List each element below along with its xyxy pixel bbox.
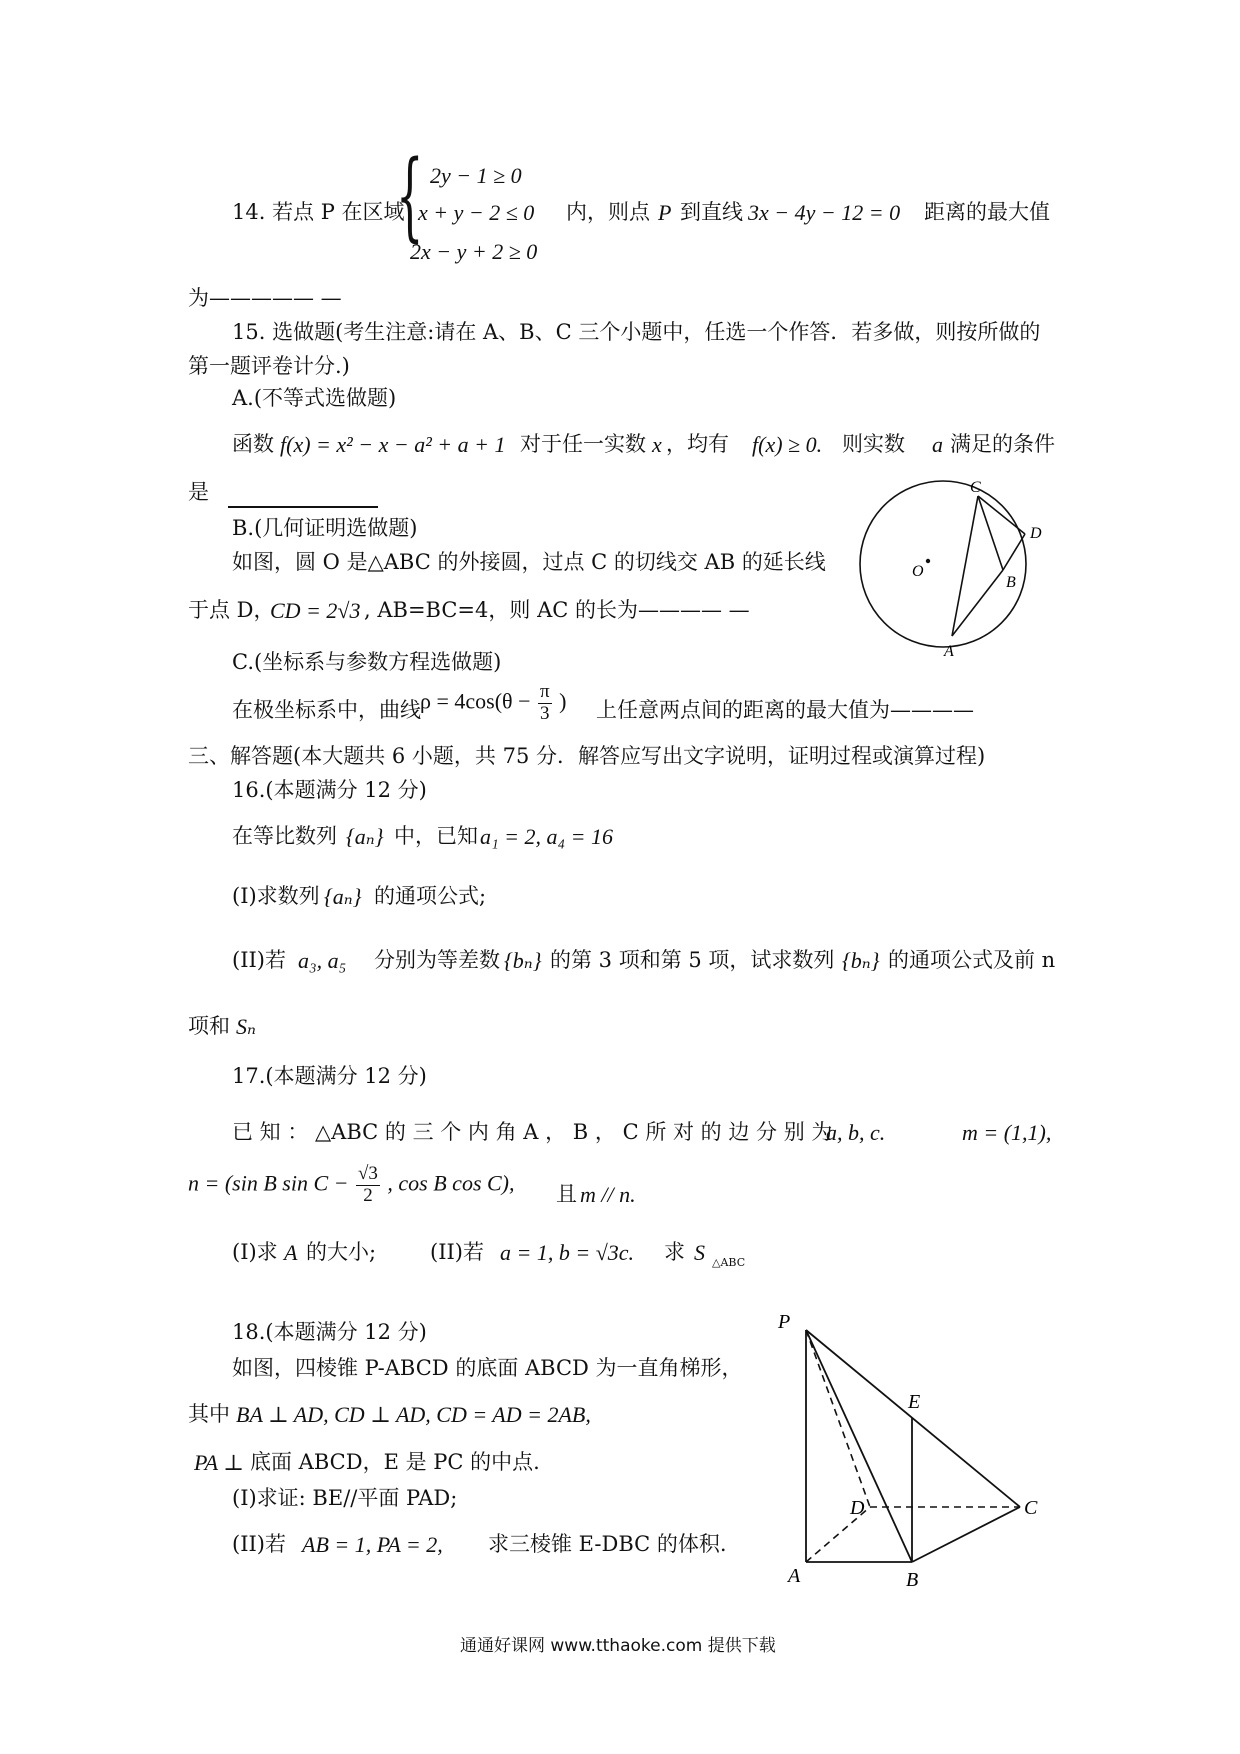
q15b-text-2a: 于点 D，: [188, 598, 275, 622]
q17-m-vector: m = (1,1),: [962, 1120, 1052, 1145]
q17-n-vector: [188, 1164, 515, 1207]
q17-frac-num: √3: [357, 1163, 378, 1184]
q18-part2-b: 求三棱锥 E-DBC 的体积.: [488, 1532, 727, 1556]
q15b-text-1: 如图，圆 O 是△ABC 的外接圆，过点 C 的切线交 AB 的延长线: [232, 550, 826, 574]
q14-brace: {: [396, 140, 424, 252]
q17-line2-and: 且: [556, 1182, 577, 1206]
q14-ineq1: 2y − 1 ≥ 0: [430, 163, 522, 188]
q15c-fraction: [538, 682, 552, 725]
q15c-text-1: 在极坐标系中，曲线: [232, 698, 421, 722]
q15a-function: f(x) = x² − x − a² + a + 1: [280, 432, 506, 457]
q15a-text-3: ，均有: [666, 432, 729, 456]
q16-part2-c: 的第 3 项和第 5 项，试求数列: [550, 948, 835, 972]
label-d: D: [850, 1497, 865, 1519]
q15-intro-2: 第一题评卷计分.): [188, 354, 350, 378]
q16-title: 16.(本题满分 12 分): [232, 778, 427, 802]
q16-part2-terms: a₃, a₅: [298, 948, 347, 973]
q15c-equation: [420, 682, 566, 725]
label-b: B: [906, 1569, 919, 1590]
q15c-text-2: 上任意两点间的距离的最大值为————: [596, 698, 974, 722]
q15-intro-1: 15. 选做题(考生注意:请在 A、B、C 三个小题中，任选一个作答．若多做，则按所做的: [232, 320, 1041, 344]
q17-area-sub: △ABC: [712, 1256, 746, 1269]
q16-part1-a: (I)求数列: [232, 884, 320, 908]
q15a-text-1: 函数: [232, 432, 274, 456]
q15a-line-2: 是: [188, 480, 209, 504]
q17-part2-eq: a = 1, b = √3c.: [500, 1240, 635, 1265]
label-e: E: [908, 1391, 921, 1413]
q18-line3-b: 底面 ABCD，E 是 PC 的中点.: [250, 1450, 540, 1474]
q16-given-values: a₁ = 2, a₄ = 16: [480, 824, 613, 849]
q15b-text-2b: , AB=BC=4，则 AC 的长为———— —: [364, 598, 750, 622]
label-c: C: [1024, 1497, 1038, 1519]
q16-given-seq: {aₙ}: [346, 824, 384, 849]
q16-given-b: 中，已知: [394, 824, 478, 848]
q15a-title: A.(不等式选做题): [232, 386, 397, 410]
q18-line2-a: 其中: [188, 1402, 230, 1426]
segment-ca: [952, 496, 978, 636]
q14-to-line: 到直线: [680, 200, 743, 224]
q16-part2-b: 分别为等差数: [374, 948, 500, 972]
q18-line2-math: BA ⊥ AD, CD ⊥ AD, CD = AD = 2AB,: [236, 1402, 591, 1427]
label-a: A: [788, 1565, 801, 1587]
q14-middle: 内，则点: [566, 200, 650, 224]
q16-part1-b: 的通项公式;: [374, 884, 487, 908]
q17-part1-a: (I)求: [232, 1240, 278, 1264]
label-d: D: [1030, 525, 1042, 542]
q16-part1-seq: {aₙ}: [324, 884, 362, 909]
label-p: P: [778, 1311, 791, 1333]
pyramid-figure: [770, 1300, 1070, 1590]
segment-bd: [1003, 534, 1025, 570]
q15c-eq-right: ): [559, 688, 567, 714]
q17-part2-b: 求: [664, 1240, 685, 1264]
center-point: [926, 559, 930, 563]
edge-pb: [806, 1330, 912, 1562]
q16-part2-line2: 项和: [188, 1014, 230, 1038]
q17-line1: 已 知 ： △ABC 的 三 个 内 角 A ， B ， C 所 对 的 边 分 别 为: [232, 1120, 833, 1144]
q14-prefix: 14. 若点 P 在区域: [232, 200, 405, 224]
q15a-answer-blank: [228, 506, 378, 508]
q14-ineq3: 2x − y + 2 ≥ 0: [410, 239, 538, 264]
q15a-a: a: [932, 432, 943, 457]
q15c-frac-num: π: [539, 681, 550, 702]
q18-title: 18.(本题满分 12 分): [232, 1320, 427, 1344]
q17-frac-den: 2: [363, 1184, 373, 1206]
q17-part1-b: 的大小;: [306, 1240, 377, 1264]
q17-title: 17.(本题满分 12 分): [232, 1064, 427, 1088]
q17-n-right: , cos B cos C),: [387, 1170, 515, 1196]
q17-fraction: [356, 1164, 380, 1207]
q17-part1-var: A: [284, 1240, 298, 1265]
label-b: B: [1006, 574, 1016, 591]
q18-part2-math: AB = 1, PA = 2,: [302, 1532, 443, 1557]
q18-part1: (I)求证: BE//平面 PAD;: [232, 1486, 458, 1510]
label-o: O: [912, 563, 924, 580]
q18-line3-math: PA ⊥: [194, 1450, 244, 1475]
label-a: A: [944, 643, 954, 660]
label-c: C: [970, 479, 981, 496]
q15c-title: C.(坐标系与参数方程选做题): [232, 650, 502, 674]
q18-part2-a: (II)若: [232, 1532, 286, 1556]
section-3-heading: 三、解答题(本大题共 6 小题，共 75 分．解答应写出文字说明，证明过程或演算过程): [188, 744, 986, 768]
q16-part2-a: (II)若: [232, 948, 286, 972]
circle-figure: [840, 476, 1070, 666]
q16-part2-seq: {bₙ}: [504, 948, 542, 973]
edge-bc: [912, 1507, 1020, 1562]
q15c-eq-left: ρ = 4cos(θ −: [420, 688, 531, 714]
segment-ab: [952, 570, 1003, 636]
q16-part2-seq2: {bₙ}: [842, 948, 880, 973]
q17-part2-a: (II)若: [430, 1240, 484, 1264]
q15a-x: x: [652, 432, 662, 457]
q18-line1: 如图，四棱锥 P-ABCD 的底面 ABCD 为一直角梯形，: [232, 1356, 743, 1380]
q15b-title: B.(几何证明选做题): [232, 516, 418, 540]
q14-suffix: 距离的最大值: [924, 200, 1050, 224]
q14-point: P: [658, 200, 672, 225]
q14-ineq2: x + y − 2 ≤ 0: [418, 200, 535, 225]
q14-line-eq: 3x − 4y − 12 = 0: [748, 200, 901, 225]
q16-given-a: 在等比数列: [232, 824, 337, 848]
q16-part2-d: 的通项公式及前 n: [888, 948, 1056, 972]
q15a-text-5: 满足的条件: [950, 432, 1055, 456]
q17-parallel: m // n.: [580, 1182, 636, 1207]
q16-sn: Sₙ: [236, 1014, 256, 1039]
q17-line1-vars: a, b, c.: [826, 1120, 886, 1145]
page-footer: 通通好课网 www.tthaoke.com 提供下载: [460, 1636, 776, 1656]
q17-n-left: n = (sin B sin C −: [188, 1170, 349, 1196]
q15a-condition: f(x) ≥ 0.: [752, 432, 823, 457]
q14-answer-line: 为————— —: [188, 286, 342, 310]
q15a-text-4: 则实数: [842, 432, 905, 456]
q15c-frac-den: 3: [540, 702, 550, 724]
q15a-text-2: 对于任一实数: [520, 432, 646, 456]
q17-area-s: S: [694, 1240, 705, 1265]
edge-pc: [806, 1330, 1020, 1507]
q15b-cd: CD = 2√3: [270, 598, 361, 623]
